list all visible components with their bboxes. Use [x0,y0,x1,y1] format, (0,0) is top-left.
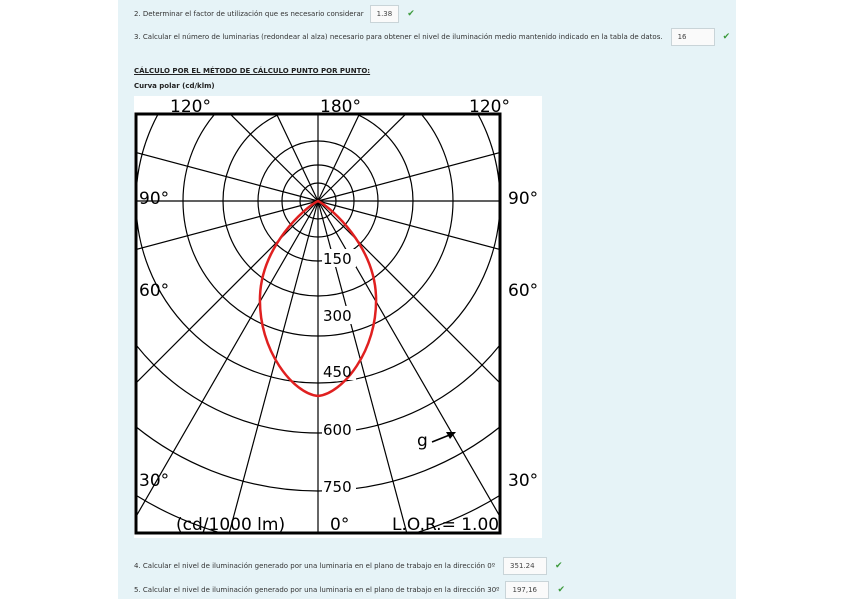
unit-label: (cd/1000 lm) [176,515,286,535]
angle-label-180: 180° [320,97,361,117]
gamma-arrow-icon [432,432,456,442]
question-3 [134,28,730,46]
diagram-subtitle: Curva polar (cd/klm) [134,82,215,90]
question-2-label: 2. Determinar el factor de utilización que es necesario considerar [134,10,364,18]
section-title: CÁLCULO POR EL MÉTODO DE CÁLCULO PUNTO POR PUNTO: [134,67,371,75]
question-5-label: 5. Calcular el nivel de iluminación generado por una luminaria en el plano de trabajo en la dirección 30º [134,586,500,594]
question-5-answer-field[interactable]: 197,16 [505,581,549,599]
polar-curve-diagram [134,96,542,538]
angle-label-60-left: 60° [139,281,170,301]
question-3-label: 3. Calcular el número de luminarias (redondear al alza) necesario para obtener el nivel de iluminación medio mantenido indicado en la tabla de datos. [134,33,663,41]
correct-check-icon: ✔ [407,9,415,19]
correct-check-icon: ✔ [722,32,731,42]
bottom-angle-label: 0° [330,515,350,535]
angle-label-90-right: 90° [508,189,539,209]
question-2-answer-field[interactable]: 1.38 [370,5,400,23]
radial-label-150: 150 [323,250,352,268]
correct-check-icon: ✔ [557,585,566,595]
question-4-answer-field[interactable]: 351.24 [503,557,547,575]
question-3-answer-field[interactable]: 16 [671,28,715,46]
radial-label-750: 750 [323,478,352,496]
angle-label-30-left: 30° [139,471,170,491]
radial-label-600: 600 [323,421,352,439]
angle-label-120-left: 120° [170,97,211,117]
question-4-label: 4. Calcular el nivel de iluminación generado por una luminaria en el plano de trabajo en la dirección 0º [134,562,496,570]
question-2 [134,5,415,23]
correct-check-icon: ✔ [555,561,563,571]
radial-label-300: 300 [323,307,352,325]
question-4 [134,557,563,575]
angle-label-60-right: 60° [508,281,539,301]
angle-label-90-left: 90° [139,189,170,209]
gamma-label: g [417,431,428,451]
angle-label-120-right: 120° [469,97,510,117]
lor-label: L.O.R.= 1.00 [392,515,500,535]
question-5 [134,581,565,599]
radial-label-450: 450 [323,363,352,381]
angle-label-30-right: 30° [508,471,539,491]
